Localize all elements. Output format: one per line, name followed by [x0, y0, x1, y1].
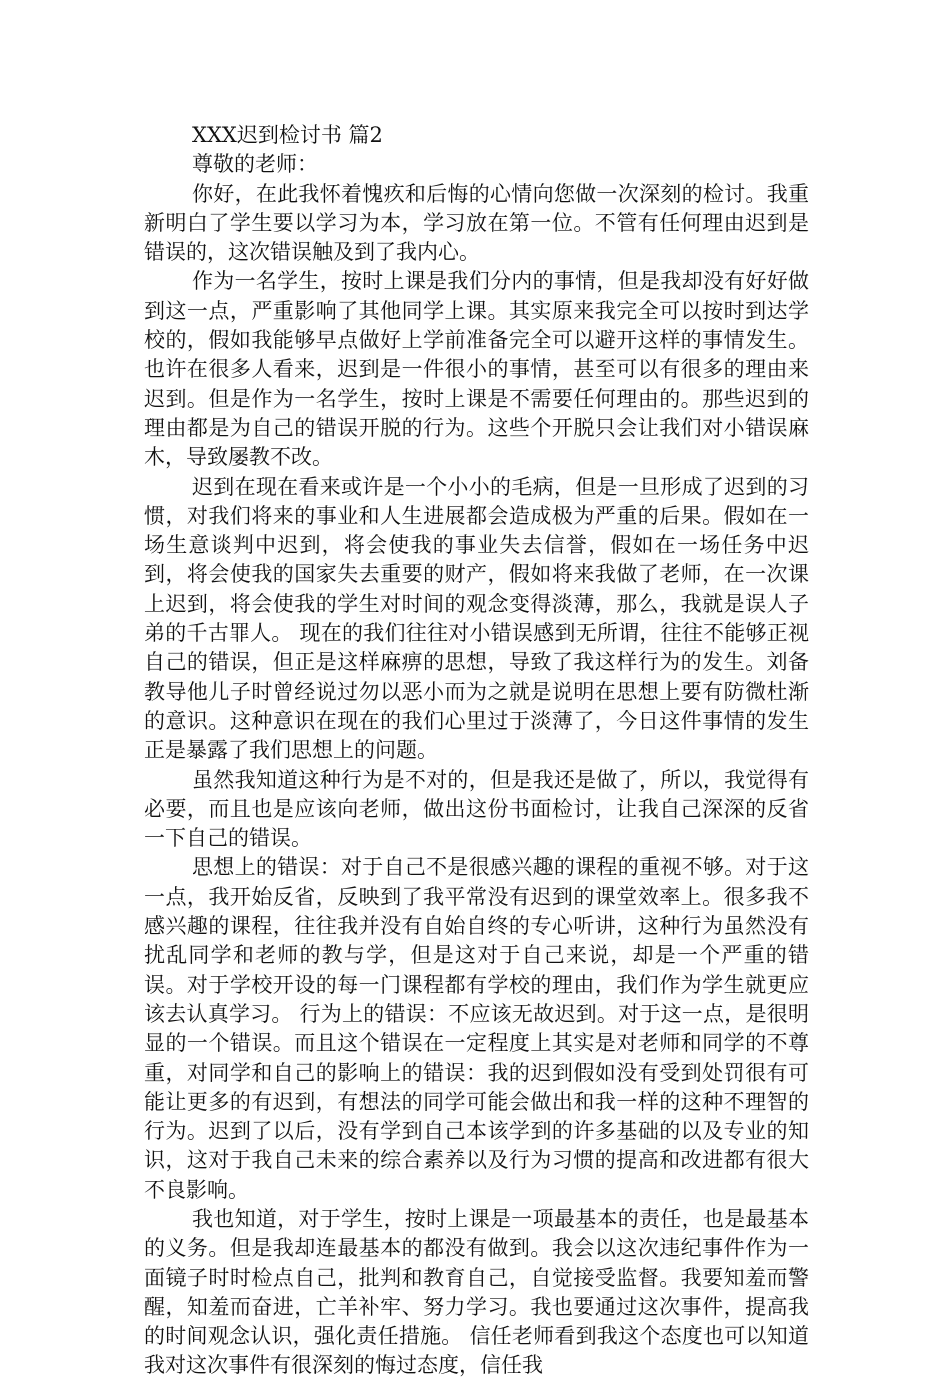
paragraph-4: 虽然我知道这种行为是不对的，但是我还是做了，所以，我觉得有必要，而且也是应该向老师，做出这份书面检讨，让我自己深深的反省一下自己的错误。	[144, 767, 809, 851]
paragraph-1: 你好，在此我怀着愧疚和后悔的心情向您做一次深刻的检讨。我重新明白了学生要以学习为本，学习放在第一位。不管有任何理由迟到是错误的，这次错误触及到了我内心。	[144, 181, 809, 265]
paragraph-2: 作为一名学生，按时上课是我们分内的事情，但是我却没有好好做到这一点，严重影响了其他同学上课。其实原来我完全可以按时到达学校的，假如我能够早点做好上学前准备完全可以避开这样的事情发生。也许在很多人看来，迟到是一件很小的事情，甚至可以有很多的理由来迟到。但是作为一名学生，按时上课是不需要任何理由的。那些迟到的理由都是为自己的错误开脱的行为。这些个开脱只会让我们对小错误麻木，导致屡教不改。	[144, 269, 809, 470]
paragraph-5: 思想上的错误：对于自己不是很感兴趣的课程的重视不够。对于这一点，我开始反省，反映到了我平常没有迟到的课堂效率上。很多我不感兴趣的课程，往往我并没有自始自终的专心听讲，这种行为虽然没有扰乱同学和老师的教与学，但是这对于自己来说，却是一个严重的错误。对于学校开设的每一门课程都有学校的理由，我们作为学生就更应该去认真学习。 行为上的错误：不应该无故迟到。对于这一点，是很明显的一个错误。而且这个错误在一定程度上其实是对老师和同学的不尊重，对同学和自己的影响上的错误：我的迟到假如没有受到处罚很有可能让更多的有迟到，有想法的同学可能会做出和我一样的这种不理智的行为。迟到了以后，没有学到自己本该学到的许多基础的以及专业的知识，这对于我自己未来的综合素养以及行为习惯的提高和改进都有很大不良影响。	[144, 855, 809, 1202]
paragraph-6: 我也知道，对于学生，按时上课是一项最基本的责任，也是最基本的义务。但是我却连最基本的都没有做到。我会以这次违纪事件作为一面镜子时时检点自己，批判和教育自己，自觉接受监督。我要知羞而警醒，知羞而奋进，亡羊补牢、努力学习。我也要通过这次事件，提高我的时间观念认识，强化责任措施。 信任老师看到我这个态度也可以知道我对这次事件有很深刻的悔过态度，信任我	[144, 1206, 809, 1378]
salutation: 尊敬的老师：	[192, 152, 318, 177]
document-title: XXX迟到检讨书 篇2	[192, 123, 383, 147]
paragraph-3: 迟到在现在看来或许是一个小小的毛病，但是一旦形成了迟到的习惯，对我们将来的事业和人生进展都会造成极为严重的后果。假如在一场生意谈判中迟到，将会使我的事业失去信誉，假如在一场任务中迟到，将会使我的国家失去重要的财产，假如将来我做了老师，在一次课上迟到，将会使我的学生对时间的观念变得淡薄，那么，我就是误人子弟的千古罪人。 现在的我们往往对小错误感到无所谓，往往不能够正视自己的错误，但正是这样麻痹的思想，导致了我这样行为的发生。刘备教导他儿子时曾经说过勿以恶小而为之就是说明在思想上要有防微杜渐的意识。这种意识在现在的我们心里过于淡薄了，今日这件事情的发生正是暴露了我们思想上的问题。	[144, 474, 809, 763]
letter-body	[144, 121, 809, 1381]
